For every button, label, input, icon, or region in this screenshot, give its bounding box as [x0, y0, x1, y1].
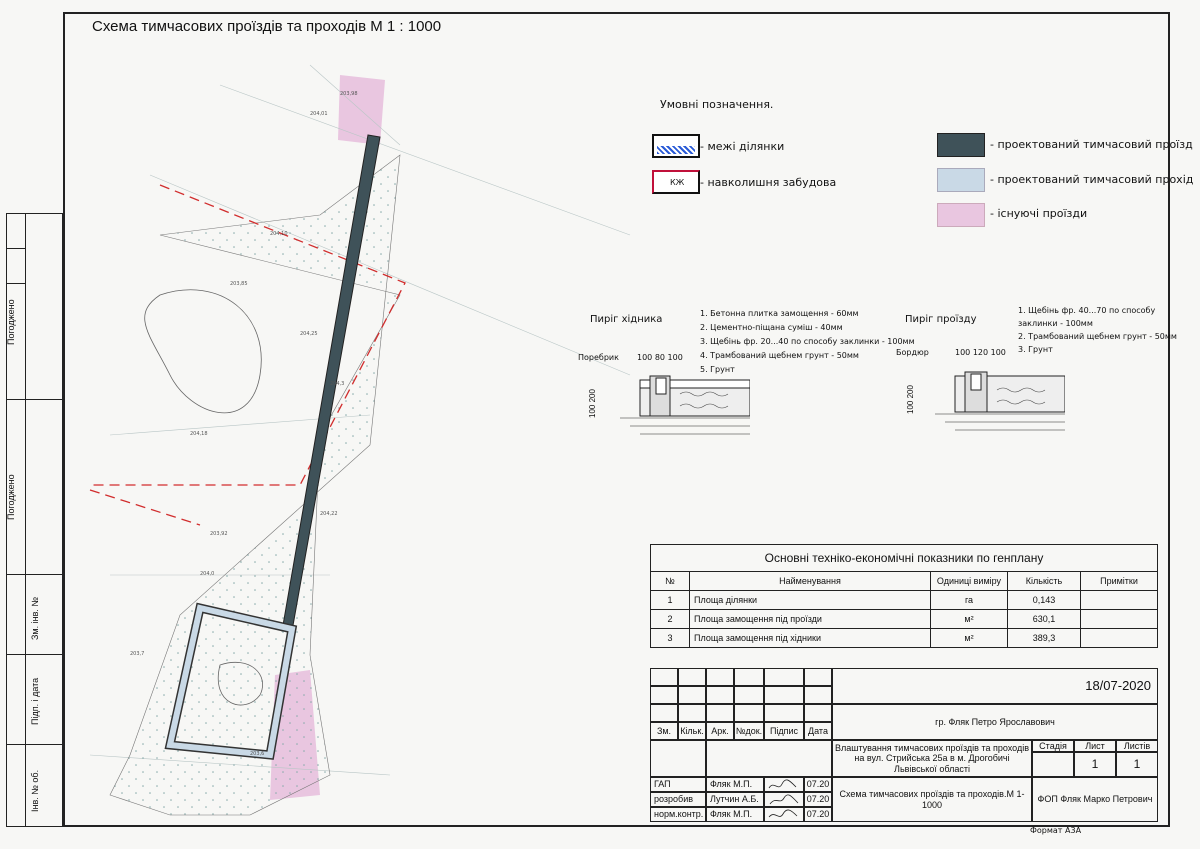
sidewalk-dims: 100 80 100 [637, 353, 683, 362]
stamp-cell [678, 668, 706, 686]
stamp-cell [804, 668, 832, 686]
inv-orig-label: Інв. № об. [30, 769, 40, 812]
sheet-head: Лист [1074, 740, 1116, 752]
driveway-layer-2: заклинки - 100мм [1018, 319, 1093, 328]
legend-label-boundary: - межі ділянки [700, 140, 785, 153]
col-head-date: Дата [804, 722, 832, 740]
col-head-change: Зм. [650, 722, 678, 740]
svg-text:204,22: 204,22 [320, 511, 338, 517]
existing-drives-swatch [937, 203, 985, 227]
svg-text:204,01: 204,01 [310, 111, 328, 117]
stamp-cell [706, 704, 734, 722]
svg-text:203,7: 203,7 [130, 651, 145, 657]
stamp-company: ФОП Фляк Марко Петрович [1032, 777, 1158, 822]
svg-text:203,6: 203,6 [250, 751, 265, 757]
stamp-cell [678, 686, 706, 704]
date-normcontrol: 07.20 [804, 807, 832, 822]
stamp-cell [678, 704, 706, 722]
legend-label-existing: - існуючі проїзди [990, 207, 1088, 220]
stamp-cell [706, 740, 832, 777]
stamp-client: гр. Фляк Петро Ярославович [832, 704, 1158, 740]
svg-text:204,10: 204,10 [270, 231, 288, 237]
stamp-cell [734, 704, 764, 722]
building-tag: КЖ [670, 178, 685, 187]
stamp-cell [706, 668, 734, 686]
tep-header-notes: Примітки [1081, 572, 1158, 591]
stamp-project: Влаштування тимчасових проїздів та проходів на вул. Стрийська 25а в м. Дрогобичі Львівської області [832, 740, 1032, 777]
tep-cell: 389,3 [1008, 629, 1081, 648]
agreed-label-2: Погоджено [6, 474, 16, 520]
tep-cell: 0,143 [1008, 591, 1081, 610]
replaced-inv-label: Зм. інв. № [30, 596, 40, 640]
sidewalk-layer-2: 2. Цементно-піщана суміш - 40мм [700, 323, 843, 332]
site-plan [70, 55, 650, 825]
driveway-layer-1: 1. Щебінь фр. 40...70 по способу [1018, 306, 1156, 315]
stamp-cell [764, 686, 804, 704]
name-developer: Лутчин А.Б. [706, 792, 764, 807]
driveway-title: Пиріг проїзду [905, 314, 977, 325]
stamp-cell [764, 704, 804, 722]
tep-cell [1081, 629, 1158, 648]
stage-value [1032, 752, 1074, 777]
legend-label-buildings: - навколишня забудова [700, 176, 837, 189]
role-developer: розробив [650, 792, 706, 807]
stamp-cell [734, 686, 764, 704]
sidewalk-layer-3: 3. Щебінь фр. 20...40 по способу заклинки - 100мм [700, 337, 915, 346]
strip-line [7, 574, 62, 575]
driveway-swatch [937, 133, 985, 157]
col-head-sign: Підпис [764, 722, 804, 740]
driveway-curb-label: Бордюр [896, 348, 929, 357]
existing-building-outline [145, 290, 262, 413]
driveway-dims: 100 120 100 [955, 348, 1006, 357]
sidewalk-title: Пиріг хідника [590, 314, 663, 325]
tep-header-unit: Одиниці виміру [931, 572, 1008, 591]
sidewalk-curb-label: Поребрик [578, 353, 619, 362]
sheets-head: Листів [1116, 740, 1158, 752]
stamp-cell [804, 704, 832, 722]
tep-cell: Площа замощення під хідники [690, 629, 931, 648]
driveway-left-dims: 100 200 [906, 385, 915, 414]
stamp-cell [734, 668, 764, 686]
strip-line [7, 744, 62, 745]
legend-label-walkway: - проектований тимчасовий прохід [990, 173, 1194, 186]
stamp-cell [650, 686, 678, 704]
tep-cell: га [931, 591, 1008, 610]
strip-cell [7, 249, 25, 284]
sheet-value: 1 [1074, 752, 1116, 777]
sidewalk-section-drawing [610, 368, 750, 440]
tep-cell: м² [931, 629, 1008, 648]
tep-header-num: № [651, 572, 690, 591]
site-boundary-lower [90, 490, 200, 525]
drawing-title: Схема тимчасових проїздів та проходів М 1 : 1000 [92, 18, 442, 35]
legend-label-driveway: - проектований тимчасовий проїзд [990, 138, 1193, 151]
role-gap: ГАП [650, 777, 706, 792]
table-row [651, 629, 1158, 648]
sidewalk-left-dims: 100 200 [588, 389, 597, 418]
sign-date-label: Підп. і дата [30, 677, 40, 725]
tep-cell: 1 [651, 591, 690, 610]
signature-1 [764, 777, 804, 792]
svg-text:203,98: 203,98 [340, 91, 358, 97]
strip-line [7, 654, 62, 655]
svg-text:204,25: 204,25 [300, 331, 318, 337]
sidewalk-layer-4: 4. Трамбований щебнем грунт - 50мм [700, 351, 859, 360]
sidewalk-layer-1: 1. Бетонна плитка замощення - 60мм [700, 309, 859, 318]
stamp-cell [804, 686, 832, 704]
walkway-swatch [937, 168, 985, 192]
tep-table [650, 544, 1158, 648]
table-row [651, 610, 1158, 629]
tep-cell: Площа ділянки [690, 591, 931, 610]
name-normcontrol: Фляк М.П. [706, 807, 764, 822]
tep-title: Основні техніко-економічні показники по генплану [651, 545, 1158, 572]
tep-header-qty: Кількість [1008, 572, 1081, 591]
stamp-cell [650, 704, 678, 722]
tep-cell: 3 [651, 629, 690, 648]
role-normcontrol: норм.контр. [650, 807, 706, 822]
tep-cell: Площа замощення під проїзди [690, 610, 931, 629]
stamp-cell [650, 668, 678, 686]
signature-3 [764, 807, 804, 822]
stamp-date: 18/07-2020 [832, 668, 1158, 704]
svg-text:204,0: 204,0 [200, 571, 215, 577]
date-developer: 07.20 [804, 792, 832, 807]
svg-text:204,3: 204,3 [330, 381, 345, 387]
agreed-label-1: Погоджено [6, 299, 16, 345]
col-head-doc: №док. [734, 722, 764, 740]
driveway-layer-4: 3. Грунт [1018, 345, 1053, 354]
stamp-drawing-name: Схема тимчасових проїздів та проходів.М 1-1000 [832, 777, 1032, 822]
tep-cell [1081, 591, 1158, 610]
tep-cell [1081, 610, 1158, 629]
sidewalk-layer-5: 5. Грунт [700, 365, 735, 374]
col-head-sheet: Арк. [706, 722, 734, 740]
tep-header-name: Найменування [690, 572, 931, 591]
tep-cell: 2 [651, 610, 690, 629]
title-block [650, 668, 1158, 823]
stage-head: Стадія [1032, 740, 1074, 752]
stamp-cell [764, 668, 804, 686]
sheets-value: 1 [1116, 752, 1158, 777]
tep-cell: м² [931, 610, 1008, 629]
stamp-cell [650, 740, 706, 777]
driveway-section-drawing [925, 364, 1065, 436]
stamp-cell [706, 686, 734, 704]
col-head-qty: Кільк. [678, 722, 706, 740]
signature-2 [764, 792, 804, 807]
svg-text:203,85: 203,85 [230, 281, 248, 287]
legend-title: Умовні позначення. [660, 98, 774, 111]
date-gap: 07.20 [804, 777, 832, 792]
existing-drive-top [338, 75, 385, 145]
driveway-layer-3: 2. Трамбований щебнем грунт - 50мм [1018, 332, 1177, 341]
svg-text:203,92: 203,92 [210, 531, 228, 537]
boundary-swatch [652, 134, 700, 158]
strip-divider [25, 214, 26, 826]
building-swatch [652, 170, 700, 194]
name-gap: Фляк М.П. [706, 777, 764, 792]
strip-cell [7, 214, 25, 249]
format-label: Формат А3А [1030, 826, 1082, 835]
strip-line [7, 399, 62, 400]
tep-cell: 630,1 [1008, 610, 1081, 629]
table-row [651, 591, 1158, 610]
svg-text:204,18: 204,18 [190, 431, 208, 437]
